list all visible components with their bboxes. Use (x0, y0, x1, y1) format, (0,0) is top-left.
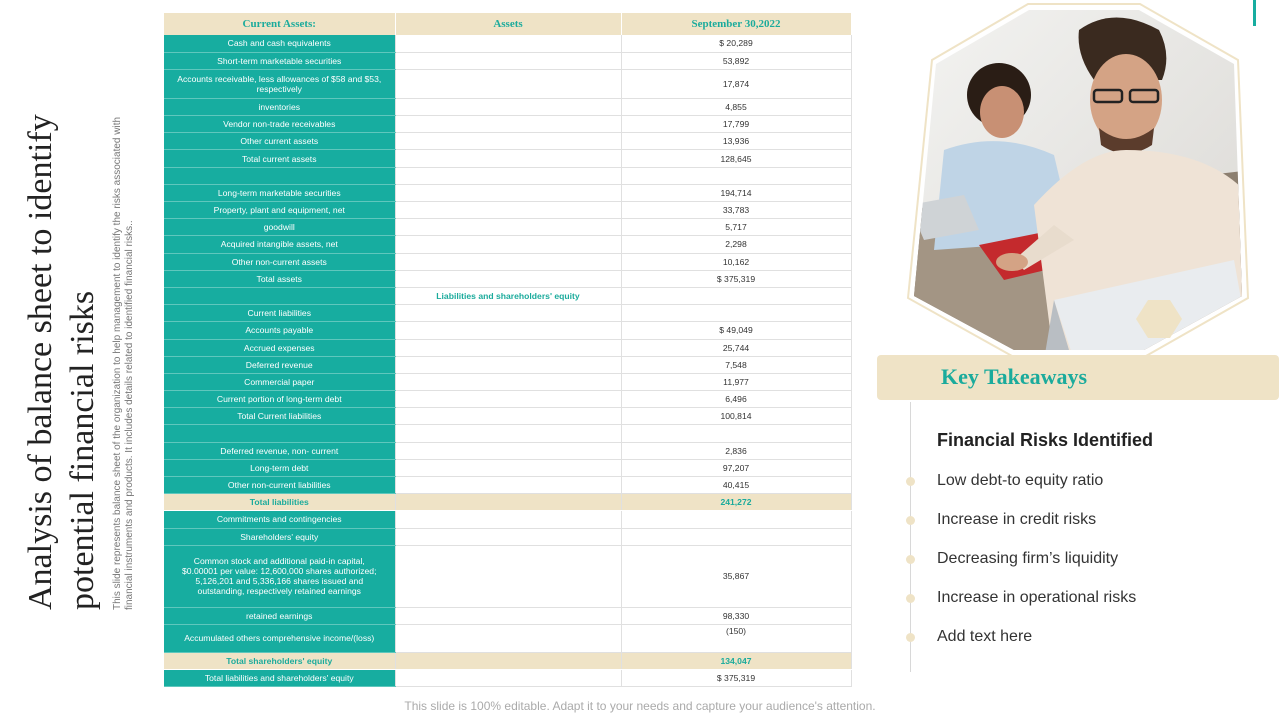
row-label: Accrued expenses (164, 339, 395, 356)
bullet-dot-icon (906, 555, 915, 564)
row-value: $ 20,289 (621, 35, 851, 52)
table-row (164, 607, 851, 624)
row-label: Short-term marketable securities (164, 52, 395, 69)
table-row (164, 425, 851, 442)
row-label: Long-term debt (164, 459, 395, 476)
takeaway-text: Increase in operational risks (937, 589, 1137, 606)
table-row (164, 150, 851, 167)
row-assets-cell (395, 391, 621, 408)
row-value: 17,874 (621, 69, 851, 98)
row-value: 2,836 (621, 442, 851, 459)
row-value (621, 425, 851, 442)
table-row (164, 373, 851, 390)
row-value: 10,162 (621, 253, 851, 270)
row-assets-cell (395, 322, 621, 339)
table-row (164, 253, 851, 270)
row-label: Total liabilities and shareholders' equity (164, 670, 395, 687)
row-value (621, 528, 851, 545)
row-value: 13,936 (621, 133, 851, 150)
row-label: Other current assets (164, 133, 395, 150)
takeaway-item (904, 546, 1264, 585)
takeaway-item (904, 585, 1264, 624)
row-value: 98,330 (621, 607, 851, 624)
row-label: goodwill (164, 219, 395, 236)
header-current-assets: Current Assets: (164, 13, 395, 35)
row-label: Other non-current liabilities (164, 477, 395, 494)
row-label (164, 287, 395, 304)
header-assets: Assets (395, 13, 621, 35)
page-subtitle: This slide represents balance sheet of the organization to help management to identify the risks associated with financial instruments and products. It includes details related to identified financial risks.. (112, 116, 135, 610)
row-value: 241,272 (621, 494, 851, 511)
row-assets-cell (395, 35, 621, 52)
row-value: 6,496 (621, 391, 851, 408)
row-assets-cell (395, 356, 621, 373)
row-label: retained earnings (164, 607, 395, 624)
row-assets-cell (395, 624, 621, 652)
row-assets-cell (395, 305, 621, 322)
row-value: 11,977 (621, 373, 851, 390)
row-label: Vendor non-trade receivables (164, 116, 395, 133)
row-label: Accounts receivable, less allowances of $58 and $53, respectively (164, 69, 395, 98)
row-value: $ 375,319 (621, 670, 851, 687)
photo-illustration (904, 0, 1252, 360)
table-row (164, 202, 851, 219)
row-assets-cell (395, 459, 621, 476)
bullet-dot-icon (906, 633, 915, 642)
table-body (164, 35, 851, 687)
table-row (164, 408, 851, 425)
row-value: 100,814 (621, 408, 851, 425)
accent-line (1253, 0, 1256, 26)
table-row (164, 167, 851, 184)
table-row (164, 35, 851, 52)
row-label: Shareholders' equity (164, 528, 395, 545)
row-value: 97,207 (621, 459, 851, 476)
table-row (164, 494, 851, 511)
table-row (164, 511, 851, 528)
row-label: Total liabilities (164, 494, 395, 511)
title-block (20, 20, 160, 620)
table-row (164, 477, 851, 494)
row-value (621, 167, 851, 184)
table-row (164, 670, 851, 687)
row-value: 5,717 (621, 219, 851, 236)
table-row (164, 356, 851, 373)
takeaway-text: Decreasing firm’s liquidity (937, 550, 1119, 567)
table-row (164, 624, 851, 652)
hexagon-photo (904, 0, 1252, 360)
table-row (164, 52, 851, 69)
table-header-row (164, 13, 851, 35)
row-assets-cell (395, 607, 621, 624)
row-value: 4,855 (621, 98, 851, 115)
takeaway-text: Low debt-to equity ratio (937, 472, 1104, 489)
row-value: 53,892 (621, 52, 851, 69)
takeaway-text: Add text here (937, 628, 1033, 645)
row-assets-cell (395, 339, 621, 356)
takeaway-item (904, 468, 1264, 507)
row-label: Other non-current assets (164, 253, 395, 270)
row-value (621, 511, 851, 528)
bullet-dot-icon (906, 516, 915, 525)
row-assets-cell (395, 98, 621, 115)
row-label: Total shareholders' equity (164, 652, 395, 669)
table-row (164, 219, 851, 236)
table-row (164, 236, 851, 253)
table-row (164, 287, 851, 304)
table-row (164, 322, 851, 339)
row-value: 17,799 (621, 116, 851, 133)
takeaway-item (904, 507, 1264, 546)
row-value (621, 287, 851, 304)
row-assets-cell (395, 52, 621, 69)
table-row (164, 545, 851, 607)
bullet-dot-icon (906, 477, 915, 486)
takeaway-text: Increase in credit risks (937, 511, 1097, 528)
row-assets-cell (395, 511, 621, 528)
table-row (164, 459, 851, 476)
takeaways-list (904, 468, 1264, 663)
row-assets-cell (395, 425, 621, 442)
row-value: 2,298 (621, 236, 851, 253)
row-assets-cell (395, 253, 621, 270)
row-assets-cell (395, 116, 621, 133)
table-row (164, 652, 851, 669)
bullet-dot-icon (906, 594, 915, 603)
row-label: Current portion of long-term debt (164, 391, 395, 408)
row-label: Deferred revenue (164, 356, 395, 373)
row-assets-cell (395, 670, 621, 687)
table-row (164, 391, 851, 408)
row-assets-cell (395, 494, 621, 511)
row-assets-cell (395, 69, 621, 98)
row-assets-cell (395, 652, 621, 669)
table-row (164, 184, 851, 201)
row-label: Total current assets (164, 150, 395, 167)
row-value: $ 49,049 (621, 322, 851, 339)
row-assets-cell (395, 373, 621, 390)
row-label: Accounts payable (164, 322, 395, 339)
row-assets-cell (395, 477, 621, 494)
balance-sheet-table (164, 13, 852, 687)
table-row (164, 116, 851, 133)
row-assets-cell (395, 219, 621, 236)
row-assets-cell (395, 167, 621, 184)
row-label: Long-term marketable securities (164, 184, 395, 201)
table-row (164, 133, 851, 150)
row-value: (150) (621, 624, 851, 652)
row-label: Commitments and contingencies (164, 511, 395, 528)
footer-note: This slide is 100% editable. Adapt it to your needs and capture your audience's attention. (404, 699, 876, 713)
row-label: inventories (164, 98, 395, 115)
row-label: Property, plant and equipment, net (164, 202, 395, 219)
row-label: Current liabilities (164, 305, 395, 322)
row-label: Accumulated others comprehensive income/(loss) (164, 624, 395, 652)
table-row (164, 339, 851, 356)
row-assets-cell (395, 150, 621, 167)
row-value: 7,548 (621, 356, 851, 373)
row-label: Total Current liabilities (164, 408, 395, 425)
table-row (164, 305, 851, 322)
row-assets-cell (395, 202, 621, 219)
row-assets-cell (395, 545, 621, 607)
row-label: Deferred revenue, non- current (164, 442, 395, 459)
row-assets-cell (395, 133, 621, 150)
row-value (621, 305, 851, 322)
table-row (164, 528, 851, 545)
row-value: 25,744 (621, 339, 851, 356)
takeaway-item (904, 624, 1264, 663)
row-value: 134,047 (621, 652, 851, 669)
table-row (164, 98, 851, 115)
row-assets-cell: Liabilities and shareholders' equity (395, 287, 621, 304)
row-label: Cash and cash equivalents (164, 35, 395, 52)
row-label: Common stock and additional paid-in capital, $0.00001 per value: 12,600,000 shares authorized; 5,126,201 and 5,336,166 shares issued and outstanding, respectively retained earnings (164, 545, 395, 607)
table-row (164, 270, 851, 287)
header-date: September 30,2022 (621, 13, 851, 35)
row-label (164, 167, 395, 184)
key-takeaways-banner (877, 355, 1279, 400)
row-assets-cell (395, 236, 621, 253)
row-assets-cell (395, 442, 621, 459)
row-value: 33,783 (621, 202, 851, 219)
row-value: $ 375,319 (621, 270, 851, 287)
row-label: Total assets (164, 270, 395, 287)
row-value: 35,867 (621, 545, 851, 607)
row-value: 194,714 (621, 184, 851, 201)
row-label: Commercial paper (164, 373, 395, 390)
financial-risks-heading: Financial Risks Identified (937, 430, 1154, 450)
table-row (164, 69, 851, 98)
row-label: Acquired intangible assets, net (164, 236, 395, 253)
row-assets-cell (395, 184, 621, 201)
row-assets-cell (395, 528, 621, 545)
page-title: Analysis of balance sheet to identify potential financial risks (22, 114, 101, 610)
row-assets-cell (395, 270, 621, 287)
row-value: 128,645 (621, 150, 851, 167)
table-row (164, 442, 851, 459)
row-assets-cell (395, 408, 621, 425)
key-takeaways-title: Key Takeaways (941, 364, 1088, 389)
row-value: 40,415 (621, 477, 851, 494)
row-label (164, 425, 395, 442)
